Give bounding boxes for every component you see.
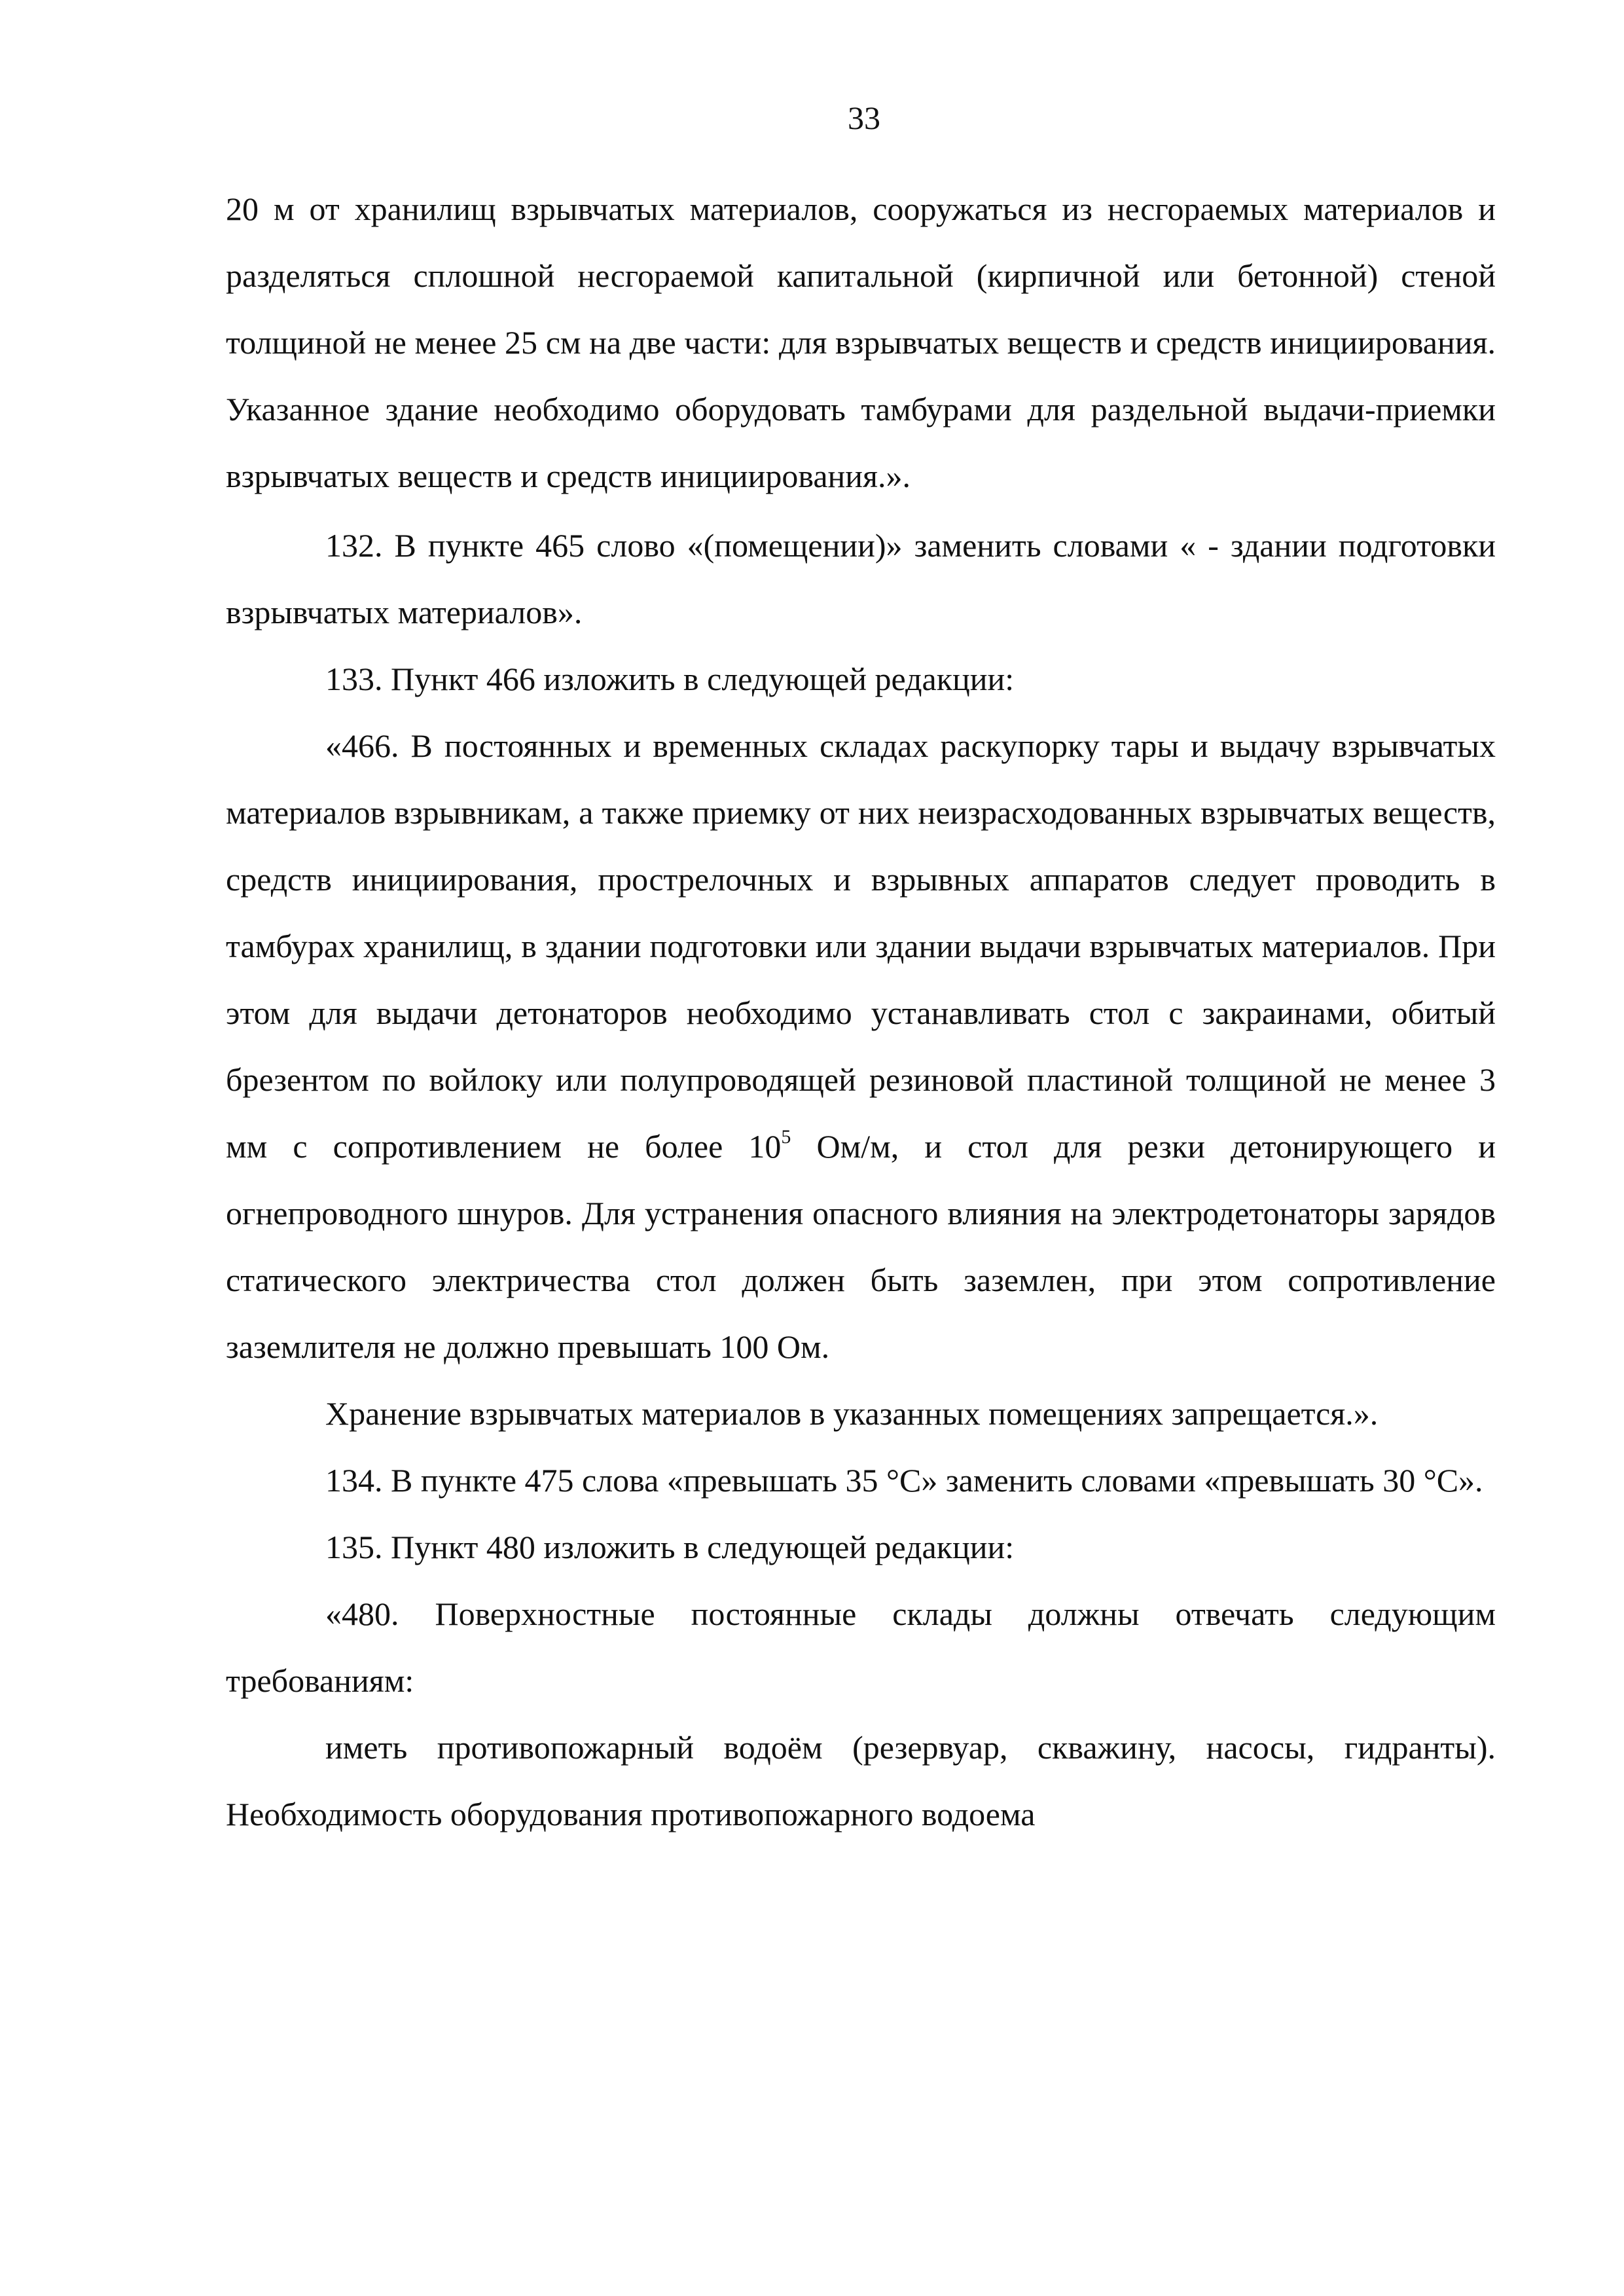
exponent-superscript: 5 <box>781 1126 791 1148</box>
paragraph-continuation: 20 м от хранилищ взрывчатых материалов, сооружаться из несгораемых материалов и разделяться сплошной несгораемой капитальной (кирпичной или бетонной) стеной толщиной не менее 25 см на две части: для взрывчатых веществ и средств инициирования. Указанное здание необходимо оборудовать тамбурами для раздельной выдачи-приемки взрывчатых веществ и средств инициирования.». <box>226 191 1496 494</box>
clause-466-text-part1: «466. В постоянных и временных складах раскупорку тары и выдачу взрывчатых материалов взрывникам, а также приемку от них неизрасходованных взрывчатых веществ, средств инициирования, прострелочных и взрывных аппаратов следует проводить в тамбурах хранилищ, в здании подготовки или здании выдачи взрывчатых материалов. При этом для выдачи детонаторов необходимо устанавливать стол с закраинами, обитый брезентом по войлоку или полупроводящей резиновой пластиной толщиной не менее 3 мм с сопротивлением не более 10 <box>226 727 1496 1165</box>
document-body <box>226 175 1496 1848</box>
paragraph-requirement-water: иметь противопожарный водоём (резервуар, скважину, насосы, гидранты). Необходимость оборудования противопожарного водоема <box>226 1729 1496 1832</box>
paragraph-clause-466 <box>226 712 1496 1380</box>
paragraph-storage-prohibition: Хранение взрывчатых материалов в указанных помещениях запрещается.». <box>325 1395 1379 1432</box>
clause-466-text-part2: Ом/м, и стол для резки детонирующего и огнепроводного шнуров. Для устранения опасного влияния на электродетонаторы зарядов статического электричества стол должен быть заземлен, при этом сопротивление заземлителя не должно превышать 100 Ом. <box>226 1128 1496 1365</box>
paragraph-item-135: 135. Пункт 480 изложить в следующей редакции: <box>325 1529 1015 1565</box>
paragraph-item-134: 134. В пункте 475 слова «превышать 35 °С» заменить словами «превышать 30 °С». <box>325 1462 1483 1499</box>
paragraph-item-132: 132. В пункте 465 слово «(помещении)» заменить словами « - здании подготовки взрывчатых материалов». <box>226 527 1496 630</box>
paragraph-item-133: 133. Пункт 466 изложить в следующей редакции: <box>325 661 1015 697</box>
paragraph-clause-480: «480. Поверхностные постоянные склады должны отвечать следующим требованиям: <box>226 1595 1496 1699</box>
page-number: 33 <box>848 100 880 136</box>
